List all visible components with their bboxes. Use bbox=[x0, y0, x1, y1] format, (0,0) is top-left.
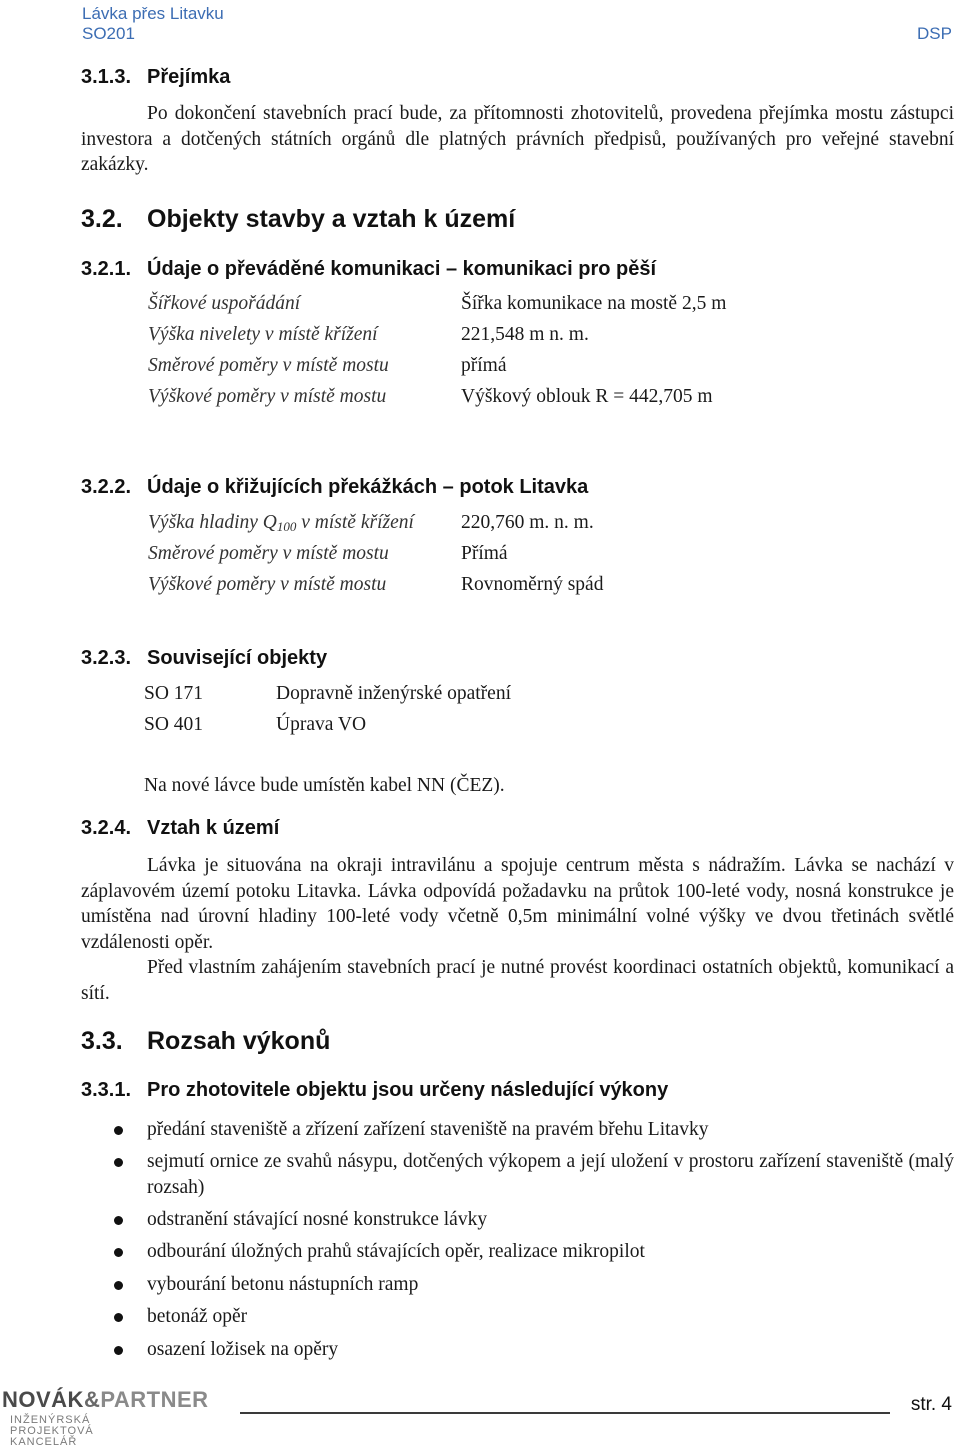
value-water-level: 220,760 m. n. m. bbox=[461, 512, 594, 533]
heading-3-1-3 bbox=[81, 66, 230, 89]
heading-title: Přejímka bbox=[147, 66, 231, 88]
heading-number: 3.3. bbox=[81, 1027, 123, 1055]
heading-3-2-2 bbox=[81, 476, 588, 499]
value-horizontal-alignment: Přímá bbox=[461, 543, 508, 564]
heading-title: Objekty stavby a vztah k území bbox=[147, 205, 516, 233]
bullet-icon bbox=[114, 1346, 123, 1355]
value-horizontal-alignment: přímá bbox=[461, 355, 507, 376]
paragraph-text: Před vlastním zahájením stavebních prací je nutné provést koordinaci ostatních objektů, komunikací a sítí. bbox=[81, 957, 954, 1004]
logo-wordmark: NOVÁK&PARTNER bbox=[2, 1387, 209, 1412]
value-width-layout: Šířka komunikace na mostě 2,5 m bbox=[461, 293, 727, 314]
heading-3-3 bbox=[81, 1027, 330, 1056]
heading-number: 3.2.1. bbox=[81, 258, 132, 280]
related-object-name: Dopravně inženýrské opatření bbox=[276, 683, 511, 704]
heading-3-2-3 bbox=[81, 647, 327, 670]
heading-title: Údaje o převáděné komunikaci – komunikaci pro pěší bbox=[147, 258, 657, 280]
page-number: str. 4 bbox=[910, 1394, 952, 1415]
logo-subtitle: INŽENÝRSKÁ PROJEKTOVÁ KANCELÁŘ bbox=[10, 1414, 94, 1448]
heading-number: 3.3.1. bbox=[81, 1079, 132, 1101]
label-vertical-alignment: Výškové poměry v místě mostu bbox=[148, 386, 387, 407]
heading-title: Související objekty bbox=[147, 647, 328, 669]
header-object-code: SO201 bbox=[82, 24, 135, 43]
label-width-layout: Šířkové uspořádání bbox=[148, 293, 301, 314]
heading-3-2-1 bbox=[81, 258, 656, 281]
heading-number: 3.2.3. bbox=[81, 647, 132, 669]
related-object-code: SO 401 bbox=[144, 714, 204, 735]
paragraph-prejimka bbox=[81, 101, 954, 178]
heading-number: 3.2.2. bbox=[81, 476, 132, 498]
header-stage: DSP bbox=[917, 24, 952, 43]
related-object-code: SO 171 bbox=[144, 683, 204, 704]
paragraph-text: Po dokončení stavebních prací bude, za přítomnosti zhotovitelů, provedena přejímka mostu zástupci investora a dotčených státních orgánů dle platných právních předpisů, používaných pro veřejné stavební zakázky. bbox=[81, 103, 954, 175]
value-grade-height: 221,548 m n. m. bbox=[461, 324, 589, 345]
heading-3-2-4 bbox=[81, 817, 279, 840]
heading-number: 3.2. bbox=[81, 205, 123, 233]
label-part: v místě křížení bbox=[296, 512, 414, 533]
label-subscript: 100 bbox=[276, 519, 297, 534]
heading-number: 3.2.4. bbox=[81, 817, 132, 839]
value-vertical-alignment: Rovnoměrný spád bbox=[461, 574, 604, 595]
bullet-icon bbox=[114, 1216, 123, 1225]
heading-number: 3.1.3. bbox=[81, 66, 132, 88]
heading-3-2 bbox=[81, 205, 515, 234]
heading-title: Pro zhotovitele objektu jsou určeny následující výkony bbox=[147, 1079, 669, 1101]
related-object-name: Úprava VO bbox=[276, 714, 367, 735]
label-horizontal-alignment: Směrové poměry v místě mostu bbox=[148, 543, 389, 564]
header-project-title: Lávka přes Litavku bbox=[82, 4, 224, 23]
company-logo bbox=[2, 1387, 209, 1448]
paragraph-territory-1 bbox=[81, 853, 954, 955]
paragraph-text: Lávka je situována na okraji intravilánu a spojuje centrum města s nádražím. Lávka se nachází v záplavovém území potoku Litavka. Lávka odpovídá požadavku na průtok 100-leté vody, nosná konstrukce je umístěna nad úrovní hladiny 100-leté vody včetně 0,5m minimální volné výšky ve dvou třetinách světlé vzdálenosti opěr. bbox=[81, 855, 954, 953]
label-grade-height: Výška nivelety v místě křížení bbox=[148, 324, 378, 345]
label-part: Výška hladiny Q bbox=[148, 512, 277, 533]
bullet-icon bbox=[114, 1158, 123, 1167]
heading-title: Údaje o křižujících překážkách – potok Litavka bbox=[147, 476, 589, 498]
cable-note: Na nové lávce bude umístěn kabel NN (ČEZ). bbox=[144, 775, 505, 796]
label-water-level bbox=[148, 512, 414, 535]
heading-title: Vztah k území bbox=[147, 817, 280, 839]
bullet-icon bbox=[114, 1126, 123, 1135]
footer-divider bbox=[240, 1412, 890, 1414]
bullet-icon bbox=[114, 1281, 123, 1290]
label-vertical-alignment: Výškové poměry v místě mostu bbox=[148, 574, 387, 595]
bullet-icon bbox=[114, 1248, 123, 1257]
heading-3-3-1 bbox=[81, 1079, 668, 1102]
bullet-icon bbox=[114, 1313, 123, 1322]
paragraph-territory-2 bbox=[81, 955, 954, 1006]
value-vertical-alignment: Výškový oblouk R = 442,705 m bbox=[461, 386, 713, 407]
label-horizontal-alignment: Směrové poměry v místě mostu bbox=[148, 355, 389, 376]
heading-title: Rozsah výkonů bbox=[147, 1027, 331, 1055]
